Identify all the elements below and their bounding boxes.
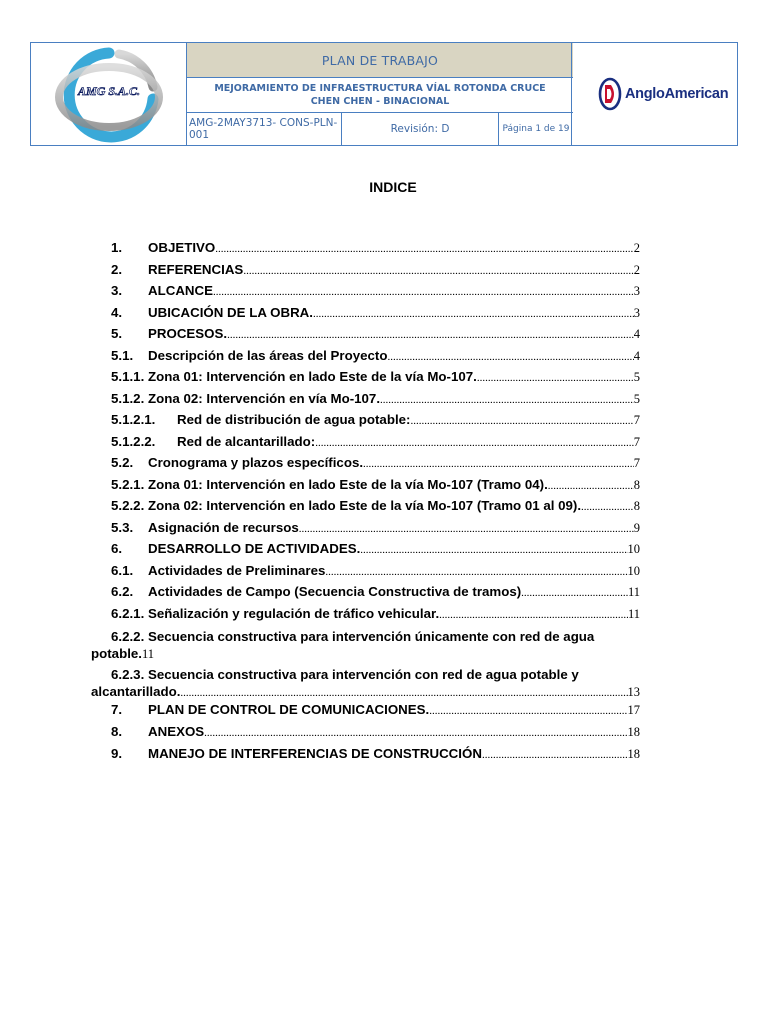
toc-entry-page: 4 [633, 327, 640, 341]
toc-entry-7[interactable] [91, 702, 640, 722]
toc-entry-title: ANEXOS [148, 724, 205, 739]
toc-entry-5-1[interactable] [91, 348, 640, 368]
toc-entry-5-2[interactable] [91, 455, 640, 475]
dot-leader [387, 351, 633, 363]
dot-leader [325, 566, 627, 578]
toc-entry-title-line1: Secuencia constructiva para intervención únicamente con red de agua [148, 629, 595, 644]
dot-leader [521, 587, 628, 599]
toc-entry-page: 7 [633, 456, 640, 470]
toc-entry-number: 6.2. [111, 584, 134, 599]
toc-entry-title: Cronograma y plazos específicos. [148, 455, 364, 470]
dot-leader [215, 243, 634, 255]
toc-entry-title: PROCESOS. [148, 326, 228, 341]
document-title: PLAN DE TRABAJO [187, 43, 573, 78]
toc-entry-page: 11 [627, 585, 640, 599]
toc-entry-page: 7 [633, 434, 640, 449]
toc-entry-title: PLAN DE CONTROL DE COMUNICACIONES. [148, 702, 430, 717]
toc-entry-page: 18 [627, 725, 640, 739]
client-logo-cell [571, 43, 737, 145]
toc-entry-title-line1: Secuencia constructiva para intervención con red de agua potable y [148, 667, 579, 682]
toc-entry-title: MANEJO DE INTERFERENCIAS DE CONSTRUCCIÓN [148, 746, 482, 761]
toc-entry-title: Red de alcantarillado: [177, 433, 316, 449]
company-logo-cell [31, 43, 187, 145]
document-header [30, 42, 738, 146]
toc-entry-number: 9. [111, 746, 123, 761]
angloamerican-logo [598, 77, 728, 111]
toc-entry-title: Señalización y regulación de tráfico vehicular. [148, 605, 440, 621]
toc-entry-number: 5.3. [111, 519, 134, 535]
toc-entry-page: 8 [633, 499, 640, 513]
dot-leader [482, 749, 628, 761]
toc-entry-number: 3. [111, 283, 123, 298]
toc-entry-5[interactable] [91, 326, 640, 346]
dot-leader [227, 329, 634, 341]
dot-leader [548, 480, 634, 492]
toc-entry-title: Red de distribución de agua potable: [177, 412, 411, 427]
toc-entry-title: DESARROLLO DE ACTIVIDADES. [148, 541, 361, 556]
toc-entry-6-1[interactable] [91, 563, 640, 583]
toc-entry-title: ALCANCE [148, 283, 214, 298]
toc-entry-number: 8. [111, 724, 123, 739]
index-heading: INDICE [369, 179, 417, 195]
document-code: AMG-2MAY3713- CONS-PLN-001 [187, 113, 342, 145]
dot-leader [204, 727, 627, 739]
page-indicator: Página 1 de 19 [502, 124, 570, 134]
toc-entry-page: 3 [633, 305, 640, 320]
toc-entry-6-2[interactable] [91, 584, 640, 604]
toc-entry-page: 3 [633, 284, 640, 298]
toc-entry-number: 5.2.1. [111, 476, 145, 492]
dot-leader [315, 437, 634, 449]
toc-entry-title: Zona 01: Intervención en lado Este de la vía Mo-107 (Tramo 04). [148, 476, 548, 492]
toc-entry-5-2-1[interactable] [91, 477, 640, 497]
toc-entry-5-2-2[interactable] [91, 498, 640, 518]
dot-leader [380, 394, 634, 406]
toc-entry-title: Zona 02: Intervención en vía Mo-107. [148, 390, 381, 406]
toc-entry-number: 5. [111, 326, 123, 341]
toc-entry-page: 2 [633, 241, 640, 255]
toc-entry-page: 2 [633, 262, 640, 277]
toc-entry-number: 6. [111, 541, 123, 556]
toc-entry-page: 5 [633, 370, 640, 384]
dot-leader [429, 705, 627, 717]
toc-entry-number: 5.2. [111, 455, 134, 470]
toc-entry-title: Descripción de las áreas del Proyecto [148, 347, 388, 363]
toc-entry-1[interactable] [91, 240, 640, 260]
toc-entry-3[interactable] [91, 283, 640, 303]
toc-entry-4[interactable] [91, 305, 640, 325]
toc-entry-page: 11 [627, 606, 640, 621]
toc-entry-title: REFERENCIAS [148, 261, 244, 277]
toc-entry-title-line2: potable. [91, 646, 142, 661]
dot-leader [243, 265, 633, 277]
toc-entry-9[interactable] [91, 746, 640, 766]
dot-leader [363, 458, 634, 470]
dot-leader [313, 308, 634, 320]
toc-entry-5-1-2-1[interactable] [91, 412, 640, 432]
toc-entry-page: 9 [633, 520, 640, 535]
toc-entry-number: 5.1.1. [111, 369, 145, 384]
toc-entry-6-2-3[interactable] [91, 666, 640, 702]
toc-entry-number: 7. [111, 702, 123, 717]
toc-entry-page: 17 [627, 703, 640, 717]
toc-entry-number: 6.2.1. [111, 605, 145, 621]
toc-entry-page: 10 [627, 563, 640, 578]
amg-logo-text: AMG S.A.C. [77, 84, 141, 98]
toc-entry-page: 10 [627, 542, 640, 556]
toc-entry-6[interactable] [91, 541, 640, 561]
toc-entry-title: UBICACIÓN DE LA OBRA. [148, 304, 313, 320]
amg-logo [49, 47, 169, 143]
toc-entry-page: 8 [633, 477, 640, 492]
toc-entry-5-3[interactable] [91, 520, 640, 540]
toc-entry-number: 5.1. [111, 347, 134, 363]
toc-entry-number: 1. [111, 240, 123, 255]
toc-entry-6-2-1[interactable] [91, 606, 640, 626]
toc-entry-title-line2: alcantarillado. [91, 684, 181, 699]
dot-leader [439, 609, 628, 621]
dot-leader [410, 415, 633, 427]
toc-entry-number: 5.1.2.2. [111, 433, 156, 449]
dot-leader [213, 286, 634, 298]
toc-entry-5-1-1[interactable] [91, 369, 640, 389]
toc-entry-page: 4 [633, 348, 640, 363]
toc-entry-number: 6.2.3. [111, 667, 145, 682]
dot-leader [180, 685, 627, 702]
toc-entry-6-2-2[interactable] [91, 628, 640, 663]
toc-entry-number: 5.1.2.1. [111, 412, 156, 427]
toc-entry-title: Actividades de Campo (Secuencia Constructiva de tramos) [148, 584, 522, 599]
toc-entry-number: 6.2.2. [111, 629, 145, 644]
dot-leader [581, 501, 634, 513]
toc-entry-title: Asignación de recursos [148, 519, 299, 535]
dot-leader [299, 523, 634, 535]
toc-entry-title: Actividades de Preliminares [148, 562, 326, 578]
toc-entry-page: 13 [627, 685, 640, 699]
toc-entry-title: OBJETIVO [148, 240, 216, 255]
toc-entry-5-1-2[interactable] [91, 391, 640, 411]
toc-entry-number: 5.1.2. [111, 390, 145, 406]
dot-leader [477, 372, 634, 384]
revision-label: Revisión: D [342, 113, 499, 145]
toc-entry-page: 11 [141, 647, 155, 661]
toc-entry-title: Zona 02: Intervención en lado Este de la vía Mo-107 (Tramo 01 al 09). [148, 498, 582, 513]
angloamerican-emblem-icon [598, 77, 622, 111]
toc-entry-title: Zona 01: Intervención en lado Este de la vía Mo-107. [148, 369, 477, 384]
toc-entry-number: 4. [111, 304, 123, 320]
toc-entry-page: 7 [633, 413, 640, 427]
toc-entry-page: 5 [633, 391, 640, 406]
toc-entry-page: 18 [627, 747, 640, 761]
toc-entry-8[interactable] [91, 724, 640, 744]
dot-leader [360, 544, 627, 556]
toc-entry-number: 2. [111, 261, 123, 277]
toc-entry-number: 5.2.2. [111, 498, 145, 513]
angloamerican-wordmark: AngloAmerican [625, 86, 729, 102]
toc-entry-number: 6.1. [111, 562, 134, 578]
project-name: MEJORAMIENTO DE INFRAESTRUCTURA VÍAL ROTONDA CRUCE CHEN CHEN - BINACIONAL [187, 78, 573, 113]
toc-entry-2[interactable] [91, 262, 640, 282]
toc-entry-5-1-2-2[interactable] [91, 434, 640, 454]
